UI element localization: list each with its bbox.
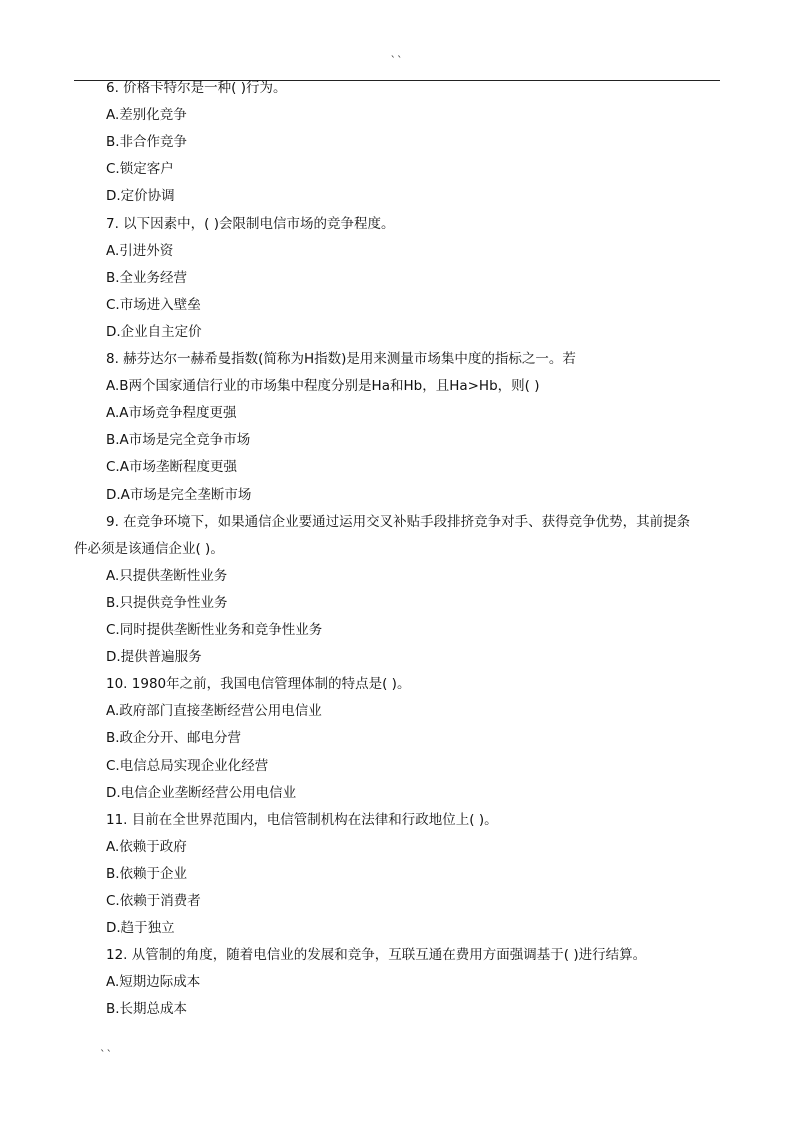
text-line: B.长期总成本 [106,1001,188,1018]
text-line: B.非合作竞争 [106,134,188,151]
text-line: 8. 赫芬达尔一赫希曼指数(简称为H指数)是用来测量市场集中度的指标之一。若 [106,351,576,367]
text-line: D.趋于独立 [106,920,175,937]
text-line: A.政府部门直接垄断经营公用电信业 [106,703,322,720]
text-line: B.依赖于企业 [106,865,188,882]
text-line: A.B两个国家通信行业的市场集中程度分别是Ha和Hb，且Ha>Hb，则( ) [106,378,540,395]
text-line: D.A市场是完全垄断市场 [106,486,252,503]
text-line: 10. 1980年之前，我国电信管理体制的特点是( )。 [106,676,411,693]
text-line: B.只提供竞争性业务 [106,594,228,611]
text-line: A.A市场竞争程度更强 [106,405,237,422]
text-line: 7. 以下因素中，( )会限制电信市场的竞争程度。 [106,215,395,232]
text-line: 11. 目前在全世界范围内，电信管制机构在法律和行政地位上( )。 [106,811,498,828]
text-line: 件必须是该通信企业( )。 [74,540,224,557]
text-line: A.依赖于政府 [106,838,187,855]
text-line: C.依赖于消费者 [106,893,201,909]
footer-mark: `` [100,1048,113,1061]
text-line: A.只提供垄断性业务 [106,567,228,584]
text-line: B.政企分开、邮电分营 [106,730,242,747]
text-line: D.电信企业垄断经营公用电信业 [106,784,297,801]
text-line: 9. 在竞争环境下，如果通信企业要通过运用交叉补贴手段排挤竞争对手、获得竞争优势，其前提条 [106,513,691,530]
text-line: D.提供普遍服务 [106,649,202,666]
header-mark: `` [390,54,404,67]
text-line: A.引进外资 [106,242,174,259]
text-line: C.A市场垄断程度更强 [106,459,237,476]
text-line: B.全业务经营 [106,269,188,286]
text-line: A.短期边际成本 [106,974,201,991]
text-line: A.差别化竞争 [106,107,187,124]
text-line: B.A市场是完全竞争市场 [106,432,251,449]
text-line: 12. 从管制的角度，随着电信业的发展和竞争，互联互通在费用方面强调基于( )进行结算。 [106,947,647,964]
text-line: C.市场进入壁垒 [106,296,201,313]
text-line: C.锁定客户 [106,161,174,178]
text-line: C.同时提供垄断性业务和竞争性业务 [106,622,323,638]
text-line: D.企业自主定价 [106,323,202,340]
text-line: D.定价协调 [106,188,175,205]
text-line: 6. 价格卡特尔是一种( )行为。 [106,80,287,96]
text-line: C.电信总局实现企业化经营 [106,757,269,774]
